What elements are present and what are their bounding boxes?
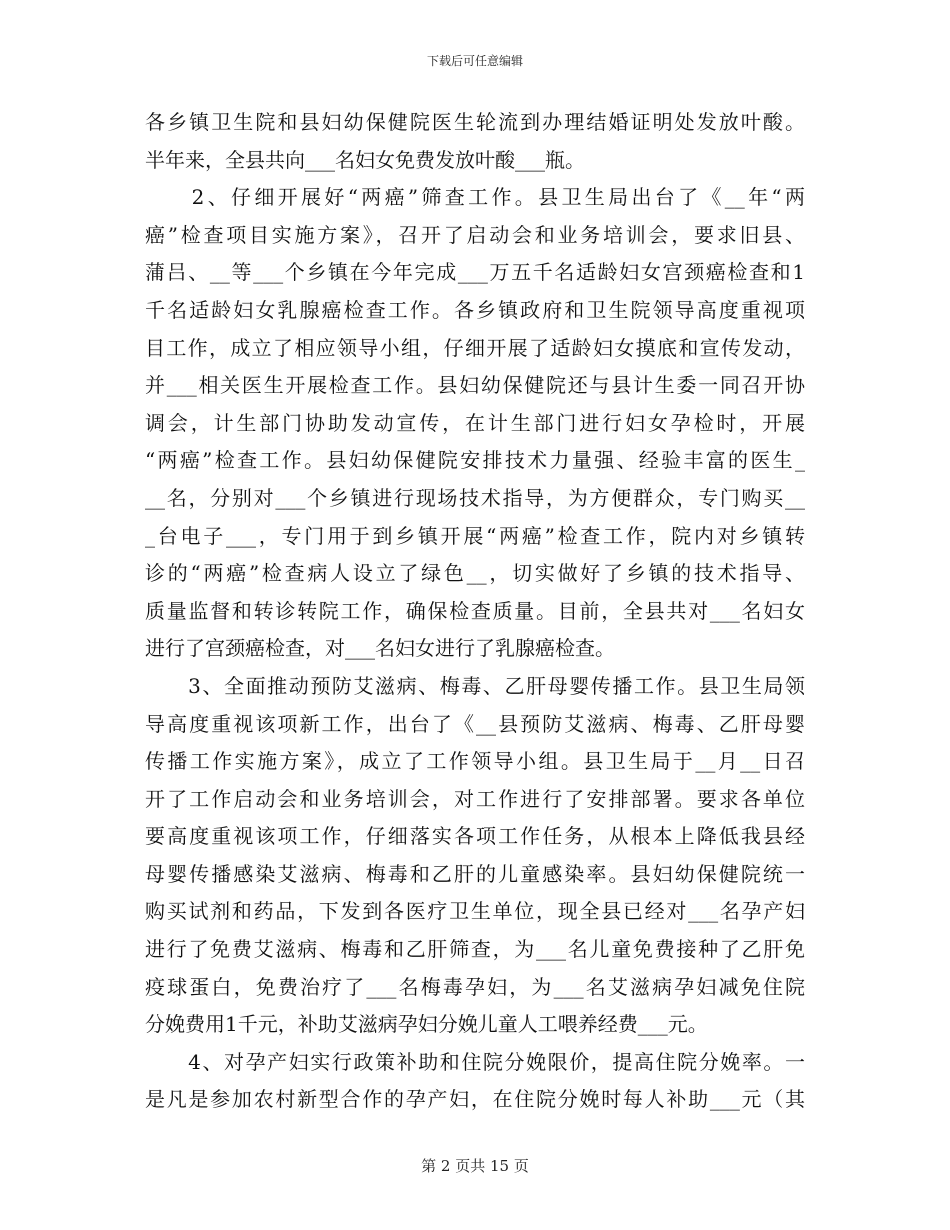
text-line: 蒲吕、__等___个乡镇在今年完成___万五千名适龄妇女宫颈癌检查和1 — [145, 260, 805, 285]
text-line: 癌”检查项目实施方案》，召开了启动会和业务培训会，要求旧县、 — [145, 222, 805, 247]
text-line: 疫球蛋白，免费治疗了___名梅毒孕妇，为___名艾滋病孕妇减免住院 — [145, 974, 805, 999]
text-line: 是凡是参加农村新型合作的孕产妇，在住院分娩时每人补助___元（其 — [145, 1087, 805, 1112]
body-text — [145, 104, 805, 1119]
text-line: 半年来，全县共向___名妇女免费发放叶酸___瓶。 — [145, 147, 585, 172]
text-line: 传播工作实施方案》，成立了工作领导小组。县卫生局于__月__日召 — [145, 749, 805, 774]
text-line: 进行了免费艾滋病、梅毒和乙肝筛查，为___名儿童免费接种了乙肝免 — [145, 937, 805, 962]
text-line: 3、全面推动预防艾滋病、梅毒、乙肝母婴传播工作。县卫生局领 — [145, 673, 805, 698]
text-line: 诊的“两癌”检查病人设立了绿色__，切实做好了乡镇的技术指导、 — [145, 561, 805, 586]
page-footer: 第 2 页共 15 页 — [421, 1157, 529, 1175]
page-header: 下载后可任意编辑 — [426, 54, 523, 68]
text-line: 导高度重视该项新工作，出台了《__县预防艾滋病、梅毒、乙肝母婴 — [145, 711, 805, 736]
text-line: 目工作，成立了相应领导小组，仔细开展了适龄妇女摸底和宣传发动， — [145, 335, 805, 360]
text-line: 开了工作启动会和业务培训会，对工作进行了安排部署。要求各单位 — [145, 786, 805, 811]
text-line: 质量监督和转诊转院工作，确保检查质量。目前，全县共对___名妇女 — [145, 598, 805, 623]
text-line: 各乡镇卫生院和县妇幼保健院医生轮流到办理结婚证明处发放叶酸。 — [145, 110, 805, 134]
text-line: 2、仔细开展好“两癌”筛查工作。县卫生局出台了《__年“两 — [145, 185, 805, 210]
text-line: 购买试剂和药品，下发到各医疗卫生单位，现全县已经对___名孕产妇 — [145, 899, 805, 924]
text-line: 调会，计生部门协助发动宣传，在计生部门进行妇女孕检时，开展 — [145, 410, 805, 435]
text-line: _台电子___，专门用于到乡镇开展“两癌”检查工作，院内对乡镇转 — [145, 523, 805, 548]
text-line: __名，分别对___个乡镇进行现场技术指导，为方便群众，专门购买__ — [145, 485, 805, 510]
text-line: 要高度重视该项工作，仔细落实各项工作任务，从根本上降低我县经 — [145, 824, 805, 849]
text-line: 千名适龄妇女乳腺癌检查工作。各乡镇政府和卫生院领导高度重视项 — [145, 297, 805, 322]
text-line: 分娩费用1千元，补助艾滋病孕妇分娩儿童人工喂养经费___元。 — [145, 1012, 708, 1037]
text-line: 进行了宫颈癌检查，对___名妇女进行了乳腺癌检查。 — [145, 636, 615, 661]
text-line: “两癌”检查工作。县妇幼保健院安排技术力量强、经验丰富的医生_ — [145, 448, 805, 473]
text-line: 4、对孕产妇实行政策补助和住院分娩限价，提高住院分娩率。一 — [145, 1049, 805, 1074]
text-line: 母婴传播感染艾滋病、梅毒和乙肝的儿童感染率。县妇幼保健院统一 — [145, 861, 805, 886]
text-line: 并___相关医生开展检查工作。县妇幼保健院还与县计生委一同召开协 — [145, 373, 805, 398]
